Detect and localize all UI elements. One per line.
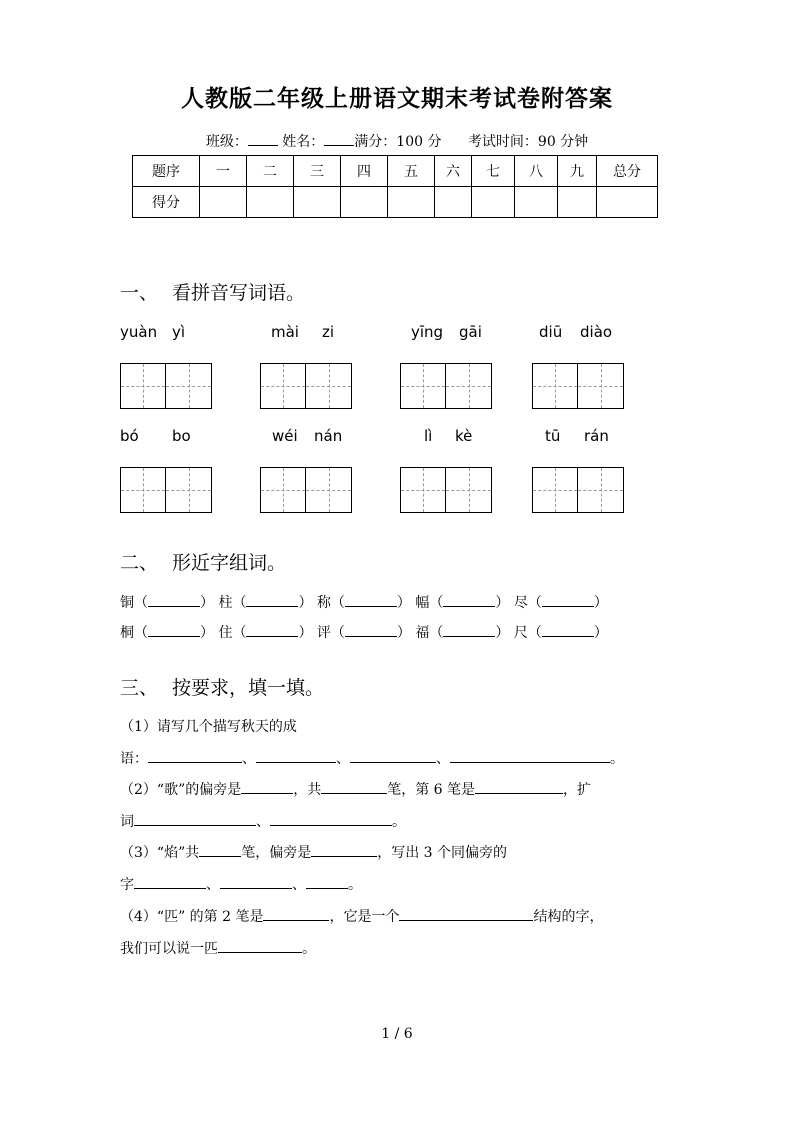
- pinyin: kè: [455, 427, 473, 445]
- answer-blank[interactable]: [542, 592, 594, 607]
- pinyin: tū: [545, 427, 561, 445]
- char: 幅: [415, 595, 430, 611]
- question-3-cont: [120, 874, 362, 894]
- score-cell[interactable]: [597, 187, 658, 218]
- paren: （: [134, 625, 148, 641]
- answer-blank[interactable]: [256, 748, 336, 763]
- answer-blank[interactable]: [345, 622, 397, 637]
- score-header-cell: 八: [515, 156, 558, 187]
- question-1: [120, 716, 297, 736]
- paren: ）: [200, 595, 214, 611]
- score-header-cell: 四: [341, 156, 388, 187]
- answer-blank[interactable]: [321, 779, 387, 794]
- similar-chars-row-1: [120, 592, 608, 612]
- tianzi-box[interactable]: [400, 363, 492, 409]
- question-2: [120, 779, 591, 799]
- question-text: ，写出 3 个同偏旁的: [377, 845, 508, 861]
- question-1-answers: [120, 748, 624, 768]
- score-row: [133, 187, 658, 218]
- question-text: 笔，第 6 笔是: [387, 782, 476, 798]
- score-row-label: 得分: [133, 187, 200, 218]
- answer-blank[interactable]: [220, 874, 292, 889]
- score-header-cell: 题序: [133, 156, 200, 187]
- name-label: 姓名：: [282, 134, 325, 150]
- question-3: [120, 842, 507, 862]
- tianzi-box[interactable]: [120, 363, 212, 409]
- exam-time: 考试时间：90 分钟: [467, 134, 589, 150]
- score-cell[interactable]: [388, 187, 435, 218]
- question-text: 结构的字，: [533, 909, 604, 925]
- question-text: （1）请写几个描写秋天的成: [120, 719, 297, 735]
- answer-blank[interactable]: [246, 622, 298, 637]
- answer-blank[interactable]: [148, 622, 200, 637]
- score-cell[interactable]: [435, 187, 472, 218]
- pinyin: rán: [584, 427, 609, 445]
- score-header-row: [133, 156, 658, 187]
- char: 福: [415, 625, 430, 641]
- answer-blank[interactable]: [542, 622, 594, 637]
- score-cell[interactable]: [200, 187, 247, 218]
- pinyin: bó: [120, 427, 139, 445]
- char: 住: [218, 625, 233, 641]
- punct: 。: [302, 941, 316, 957]
- char: 尺: [513, 625, 528, 641]
- paren: （: [232, 625, 247, 641]
- score-header-cell: 六: [435, 156, 472, 187]
- pinyin: nán: [314, 427, 343, 445]
- pinyin: gāi: [459, 323, 482, 341]
- punct: 、: [292, 877, 306, 893]
- pinyin: yīng: [411, 323, 444, 341]
- paren: （: [330, 625, 345, 641]
- pinyin: wéi: [272, 427, 298, 445]
- exam-info: [0, 131, 794, 151]
- pinyin: yuàn: [120, 323, 158, 341]
- question-text: （4）“匹” 的第 2 笔是: [120, 909, 264, 925]
- pinyin: yì: [172, 323, 186, 341]
- answer-blank[interactable]: [443, 622, 495, 637]
- question-text: ，共: [293, 782, 322, 798]
- name-blank[interactable]: [324, 133, 354, 146]
- section-number: 二、: [120, 552, 159, 574]
- class-blank[interactable]: [248, 133, 278, 146]
- paren: ）: [495, 625, 510, 641]
- score-header-cell: 七: [472, 156, 515, 187]
- question-4: [120, 906, 603, 926]
- answer-blank[interactable]: [475, 779, 563, 794]
- punct: 、: [242, 751, 256, 767]
- question-text: ，它是一个: [329, 909, 400, 925]
- score-cell[interactable]: [515, 187, 558, 218]
- tianzi-box[interactable]: [532, 467, 624, 513]
- answer-blank[interactable]: [350, 748, 436, 763]
- question-2-cont: [120, 811, 406, 831]
- answer-blank[interactable]: [311, 842, 377, 857]
- page-title: 人教版二年级上册语文期末考试卷附答案: [181, 85, 613, 112]
- paren: ）: [495, 595, 510, 611]
- paren: ）: [396, 595, 411, 611]
- paren: ）: [396, 625, 411, 641]
- question-text: 我们可以说一匹: [120, 941, 218, 957]
- paren: （: [429, 595, 444, 611]
- pinyin: lì: [424, 427, 433, 445]
- char: 评: [316, 625, 331, 641]
- paren: ）: [593, 625, 608, 641]
- answer-blank[interactable]: [148, 592, 200, 607]
- punct: 。: [348, 877, 362, 893]
- question-text: 词: [120, 814, 134, 830]
- char: 铜: [120, 595, 134, 611]
- section-title: 形近字组词。: [172, 552, 287, 574]
- tianzi-box[interactable]: [400, 467, 492, 513]
- paren: ）: [593, 595, 608, 611]
- section-3-heading: [120, 673, 324, 700]
- question-text: 语：: [120, 751, 148, 767]
- pinyin: diū: [539, 323, 563, 341]
- answer-blank[interactable]: [134, 811, 256, 826]
- pinyin: mài: [271, 323, 299, 341]
- tianzi-box[interactable]: [532, 363, 624, 409]
- score-header-cell: 九: [558, 156, 597, 187]
- section-title: 按要求，填一填。: [172, 677, 325, 699]
- similar-chars-row-2: [120, 622, 608, 642]
- answer-blank[interactable]: [241, 779, 293, 794]
- paren: （: [527, 625, 542, 641]
- char: 称: [316, 595, 331, 611]
- section-1-heading: [120, 278, 305, 305]
- score-cell[interactable]: [558, 187, 597, 218]
- answer-blank[interactable]: [450, 748, 610, 763]
- score-cell[interactable]: [341, 187, 388, 218]
- paren: （: [232, 595, 247, 611]
- char: 桐: [120, 625, 134, 641]
- tianzi-box[interactable]: [260, 467, 352, 513]
- score-header-cell: 三: [294, 156, 341, 187]
- tianzi-box[interactable]: [120, 467, 212, 513]
- punct: 、: [256, 814, 270, 830]
- score-cell[interactable]: [247, 187, 294, 218]
- class-label: 班级：: [205, 134, 248, 150]
- answer-blank[interactable]: [270, 811, 392, 826]
- punct: 。: [392, 814, 406, 830]
- answer-blank[interactable]: [263, 906, 329, 921]
- paren: （: [429, 625, 444, 641]
- score-header-cell: 一: [200, 156, 247, 187]
- question-text: ，扩: [563, 782, 592, 798]
- answer-blank[interactable]: [218, 938, 302, 953]
- section-2-heading: [120, 548, 286, 575]
- answer-blank[interactable]: [345, 592, 397, 607]
- score-table: [132, 155, 658, 218]
- answer-blank[interactable]: [306, 874, 348, 889]
- section-title: 看拼音写词语。: [172, 282, 306, 304]
- question-4-cont: [120, 938, 316, 958]
- char: 尽: [513, 595, 528, 611]
- punct: 、: [206, 877, 220, 893]
- paren: ）: [298, 595, 313, 611]
- answer-blank[interactable]: [443, 592, 495, 607]
- punct: 、: [436, 751, 450, 767]
- question-text: （2）“歌”的偏旁是: [120, 782, 242, 798]
- paren: ）: [298, 625, 313, 641]
- answer-blank[interactable]: [246, 592, 298, 607]
- page-number: 1 / 6: [381, 1026, 413, 1042]
- answer-blank[interactable]: [399, 906, 533, 921]
- question-text: 笔，偏旁是: [241, 845, 312, 861]
- score-cell[interactable]: [294, 187, 341, 218]
- char: 柱: [218, 595, 233, 611]
- answer-blank[interactable]: [199, 842, 241, 857]
- score-header-cell: 五: [388, 156, 435, 187]
- full-score: 满分：100 分: [354, 134, 442, 150]
- pinyin: bo: [172, 427, 191, 445]
- paren: （: [134, 595, 148, 611]
- pinyin: zi: [322, 323, 335, 341]
- paren: ）: [200, 625, 214, 641]
- section-number: 三、: [120, 677, 159, 699]
- answer-blank[interactable]: [148, 748, 242, 763]
- paren: （: [330, 595, 345, 611]
- tianzi-box[interactable]: [260, 363, 352, 409]
- punct: 。: [610, 751, 624, 767]
- score-header-cell: 总分: [597, 156, 658, 187]
- score-cell[interactable]: [472, 187, 515, 218]
- paren: （: [527, 595, 542, 611]
- punct: 、: [336, 751, 350, 767]
- pinyin: diào: [580, 323, 613, 341]
- question-text: 字: [120, 877, 134, 893]
- section-number: 一、: [120, 282, 159, 304]
- question-text: （3）“焰”共: [120, 845, 200, 861]
- score-header-cell: 二: [247, 156, 294, 187]
- answer-blank[interactable]: [134, 874, 206, 889]
